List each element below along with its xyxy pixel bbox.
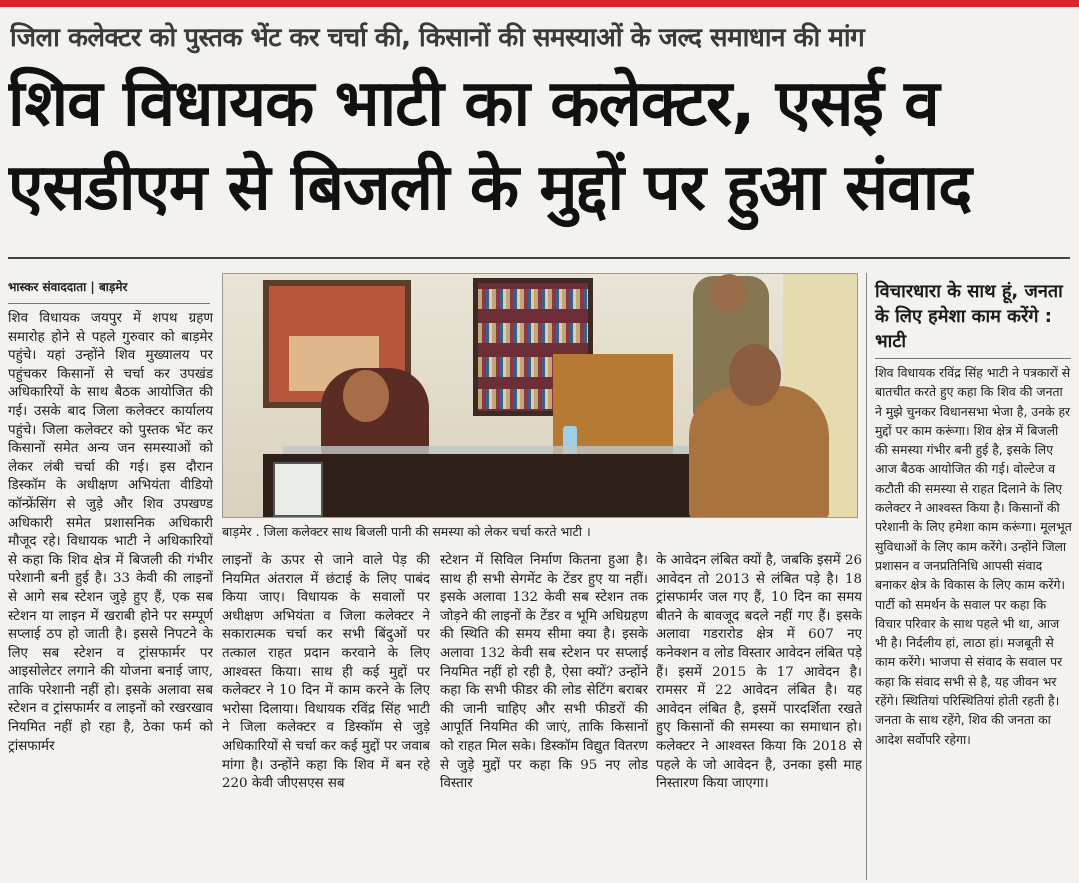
sidebar-title: विचारधारा के साथ हूं, जनता के लिए हमेशा काम करेंगे : भाटी [875,281,1063,352]
news-photo [222,273,858,518]
headline-divider [8,257,1070,259]
sidebar-body: शिव विधायक रविंद्र सिंह भाटी ने पत्रकारों से बातचीत करते हुए कहा कि शिव की जनता ने मुझे चुनकर विधानसभा भेजा है, उनके हर मुद्दों पर काम करूंगा। शिव क्षेत्र में बिजली की समस्या गंभीर बनी हुई है, इसके लिए आज बैठक आयोजित की गई। वोल्टेज व कटौती की समस्या से राहत दिलाने के लिए कलेक्टर ने आश्वस्त किया है। किसानों की परेशानी के लिए हमेशा काम करूंगा। मूलभूत सुविधाओं के लिए काम करेंगे। उन्होंने जिला प्रशासन व जनप्रतिनिधि आपसी संवाद बनाकर क्षेत्र के विकास के लिए काम करेंगे। पार्टी को समर्थन के सवाल पर कहा कि विचार परिवार के साथ पहले भी था, आज भी है। निर्दलीय हां, लाठा हां। मजबूती से काम करेंगे। भाजपा से संवाद के सवाल पर कहा कि संवाद सभी से है, यह जीवन भर रहेंगे। स्थितियां परिस्थितियां होती रहती है। जनता के साथ रहेंगे, शिव की जनता का आदेश सर्वोपरि रहेगा। [875,365,1072,747]
photo-collector-head [343,370,389,422]
article-column-4: के आवेदन लंबित क्यों है, जबकि इसमें 26 आवेदन तो 2013 से लंबित पड़े है। 18 ट्रांसफार्मर जल गए हैं, 10 दिन का समय बीतने के बावजूद बदले नहीं गए हैं। इसके अलावा गडरारोड क्षेत्र में 607 नए कनेक्शन व लोड विस्तार आवेदन लंबित पड़े हैं। इसमें 2015 के 17 आवेदन है। रामसर में 22 आवेदन लंबित है। यह आवेदन लंबित है, इसमें पारदर्शिता रखते हुए किसानों की समस्या का समाधान हो। कलेक्टर ने आश्वस्त किया कि 2018 से पहले के जो आवेदन है, उनका इसी माह निस्तारण किया जाएगा। [656,553,862,792]
article-column-2: लाइनों के ऊपर से जाने वाले पेड़ की नियमित अंतराल में छंटाई के लिए पाबंद किया जाए। विधायक के सवालों पर अधीक्षण अभियंता व जिला कलेक्टर ने सकारात्मक चर्चा कर सभी बिंदुओं पर तत्काल राहत प्रदान करवाने के लिए आश्वस्त किया। साथ ही कई मुद्दों पर कलेक्टर ने 10 दिन में काम करने के लिए भरोसा दिलाया। विधायक रविंद्र सिंह भाटी ने जिला कलेक्टर व डिस्कॉम से जुड़े अधिकारियों से चर्चा कर कई मुद्दों पर जवाब मांगा है। उन्होंने कहा कि शिव में बन रहे 220 केवी जीएसएस सब [222,553,430,792]
byline-divider [8,303,210,304]
article-column-3: स्टेशन में सिविल निर्माण कितना हुआ है। साथ ही सभी सेगमेंट के टेंडर हुए या नहीं। इसके अलावा 132 केवी सब स्टेशन तक जोड़ने की लाइनों के टेंडर व भूमि अधिग्रहण की स्थिति की समय सीमा क्या है। इसके अलावा 132 केवी सब स्टेशन पर सप्लाई नियमित नहीं हो रही है, ऐसा क्यों? उन्होंने कहा कि सभी फीडर की लोड सेटिंग बराबर की जानी चाहिए और सभी फीडरों की आपूर्ति नियमित की जाएं, ताकि किसानों को राहत मिल सके। डिस्कॉम विद्युत वितरण से जुड़े मुद्दों पर कहा कि 95 नए लोड विस्तार [440,553,648,792]
shelf-row [478,289,588,309]
shelf-row [478,323,588,343]
subheadline: जिला कलेक्टर को पुस्तक भेंट कर चर्चा की, किसानों की समस्याओं के जल्द समाधान की मांग [10,23,865,53]
photo-nameplate [273,462,323,517]
headline [8,62,1074,230]
sidebar-divider [875,358,1071,359]
photo-mla-figure [689,386,829,518]
top-accent-bar [0,0,1079,7]
photo-caption: बाड़मेर . जिला कलेक्टर साथ बिजली पानी की समस्या को लेकर चर्चा करते भाटी । [222,524,591,539]
photo-mla-head [729,344,781,406]
headline-line-1: शिव विधायक भाटी का कलेक्टर, एसई व [8,67,939,141]
sidebar-story [866,273,1072,880]
byline: भास्कर संवाददाता | बाड़मेर [8,280,128,294]
article-column-1: शिव विधायक जयपुर में शपथ ग्रहण समारोह होने से पहले गुरुवार को बाड़मेर पहुंचे। यहां उन्होंने शिव मुख्यालय पर पहुंचकर किसानों से चर्चा कर उपखंड अधिकारियों के साथ बैठक आयोजित की गई। उसके बाद जिला कलेक्टर कार्यालय पहुंचे। जिला कलेक्टर को पुस्तक भेंट कर किसानों समेत अन्य जन समस्याओं को लेकर लंबी चर्चा की गई। इस दौरान डिस्कॉम के अधीक्षण अभियंता वीडियो कॉन्फ्रेंसिंग से जुड़े और शिव उपखण्ड अधिकारी समेत प्रशासनिक अधिकारी मौजूद रहे। विधायक भाटी ने अधिकारियों से कहा कि शिव क्षेत्र में बिजली की गंभीर परेशानी बनी हुई है। 33 केवी की लाइनों से आगे सब स्टेशन जुड़े हुए हैं, एक सब स्टेशन या लाइन में खराबी होने पर सम्पूर्ण सप्लाई ठप हो जाती है। इससे निपटने के लिए सब स्टेशन व ट्रांसफार्मर पर आइसोलेटर लगाने की योजना बनाई जाए, ताकि परेशानी नहीं हो। इसके अलावा सब स्टेशन व ट्रांसफार्मर व लाइनों को रखरखाव नियमित नहीं हो रहा है, ठेका फर्म को ट्रांसफार्मर [8,311,213,754]
headline-line-2: एसडीएम से बिजली के मुद्दों पर हुआ संवाद [8,151,972,225]
photo-guard-head [711,274,747,312]
